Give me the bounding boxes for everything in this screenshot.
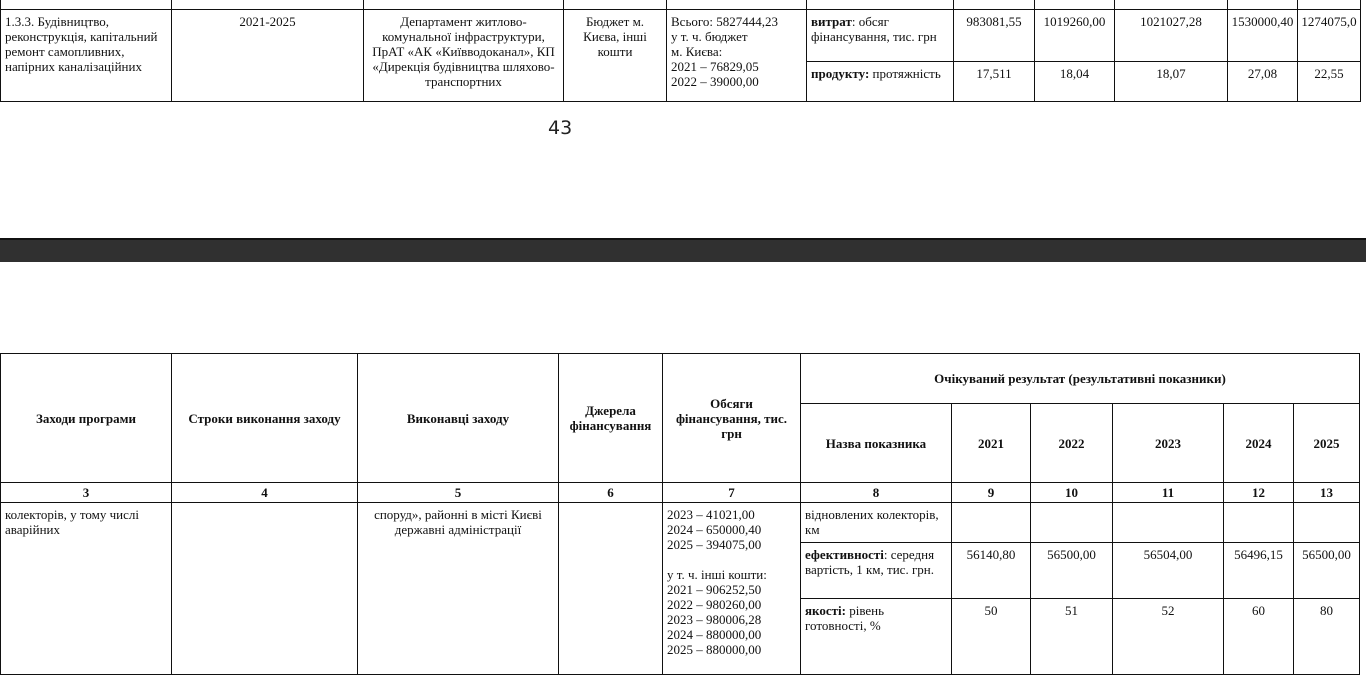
header-measures: Заходи програми bbox=[1, 354, 172, 483]
indicator-label: ефективності bbox=[805, 547, 884, 562]
value-2021: 56140,80 bbox=[952, 543, 1031, 599]
column-number: 12 bbox=[1224, 483, 1294, 503]
column-number: 9 bbox=[952, 483, 1031, 503]
column-number: 6 bbox=[559, 483, 663, 503]
value-2022: 1019260,00 bbox=[1035, 10, 1115, 62]
header-period: Строки виконання заходу bbox=[172, 354, 358, 483]
value-2025 bbox=[1294, 503, 1360, 543]
top-header-remnant-row bbox=[1, 0, 1361, 10]
value-2022: 51 bbox=[1031, 599, 1113, 675]
value-2023: 56504,00 bbox=[1113, 543, 1224, 599]
funding-cell: Всього: 5827444,23 у т. ч. бюджет м. Києва: 2021 – 76829,05 2022 – 39000,00 bbox=[667, 10, 807, 102]
column-number: 8 bbox=[801, 483, 952, 503]
header-year-2022: 2022 bbox=[1031, 404, 1113, 483]
executors-cell: споруд», районні в місті Києві державні адміністрації bbox=[358, 503, 559, 675]
column-number: 5 bbox=[358, 483, 559, 503]
indicator-cost bbox=[807, 10, 954, 62]
header-sources: Джерела фінансування bbox=[559, 354, 663, 483]
column-number: 7 bbox=[663, 483, 801, 503]
indicator-text: протяжність bbox=[869, 66, 941, 81]
header-year-2023: 2023 bbox=[1113, 404, 1224, 483]
column-number: 3 bbox=[1, 483, 172, 503]
column-number-row bbox=[1, 483, 1360, 503]
indicator-label: якості: bbox=[805, 603, 846, 618]
executors-cell: Департамент житлово-комунальної інфраструктури, ПрАТ «АК «Київводоканал», КП «Дирекція будівництва шляхово-транспортних bbox=[364, 10, 564, 102]
value-2021 bbox=[952, 503, 1031, 543]
value-2022: 56500,00 bbox=[1031, 543, 1113, 599]
header-expected-result: Очікуваний результат (результативні показники) bbox=[801, 354, 1360, 404]
measure-cell: 1.3.3. Будівництво, реконструкція, капітальний ремонт самопливних, напірних каналізаційних bbox=[1, 10, 172, 102]
value-2023: 18,07 bbox=[1115, 62, 1228, 102]
value-2021: 50 bbox=[952, 599, 1031, 675]
indicator-restored bbox=[801, 503, 952, 543]
value-2022: 18,04 bbox=[1035, 62, 1115, 102]
value-2023 bbox=[1113, 503, 1224, 543]
indicator-product bbox=[807, 62, 954, 102]
value-2023: 1021027,28 bbox=[1115, 10, 1228, 62]
column-number: 13 bbox=[1294, 483, 1360, 503]
header-indicator-name: Назва показника bbox=[801, 404, 952, 483]
value-2025: 22,55 bbox=[1298, 62, 1361, 102]
indicator-quality bbox=[801, 599, 952, 675]
indicator-text: рівень готовності, % bbox=[805, 603, 885, 633]
header-row-1 bbox=[1, 354, 1360, 404]
measure-cell: колекторів, у тому числі аварійних bbox=[1, 503, 172, 675]
value-2024: 27,08 bbox=[1228, 62, 1298, 102]
value-2024: 60 bbox=[1224, 599, 1294, 675]
value-2024: 56496,15 bbox=[1224, 543, 1294, 599]
top-program-table bbox=[0, 0, 1361, 102]
value-2024: 1530000,40 bbox=[1228, 10, 1298, 62]
value-2024 bbox=[1224, 503, 1294, 543]
program-table bbox=[0, 353, 1360, 675]
funding-cell: 2023 – 41021,00 2024 – 650000,40 2025 – 394075,00 у т. ч. інші кошти: 2021 – 906252,50 2022 – 980260,00 2023 – 980006,28 2024 – 880000,00 2025 – 880000,00 bbox=[663, 503, 801, 675]
column-number: 11 bbox=[1113, 483, 1224, 503]
value-2021: 17,511 bbox=[954, 62, 1035, 102]
page-divider bbox=[0, 238, 1366, 262]
column-number: 10 bbox=[1031, 483, 1113, 503]
header-year-2025: 2025 bbox=[1294, 404, 1360, 483]
indicator-label: продукту: bbox=[811, 66, 870, 81]
header-funding: Обсяги фінансування, тис. грн bbox=[663, 354, 801, 483]
column-number: 4 bbox=[172, 483, 358, 503]
value-2021: 983081,55 bbox=[954, 10, 1035, 62]
value-2023: 52 bbox=[1113, 599, 1224, 675]
top-row-1 bbox=[1, 10, 1361, 62]
sources-cell: Бюджет м. Києва, інші кошти bbox=[564, 10, 667, 102]
indicator-text: відновлених колекторів, км bbox=[805, 507, 939, 537]
indicator-text: : обсяг фінансування, тис. грн bbox=[811, 14, 937, 44]
indicator-label: витрат bbox=[811, 14, 852, 29]
period-cell: 2021-2025 bbox=[172, 10, 364, 102]
header-year-2021: 2021 bbox=[952, 404, 1031, 483]
value-2025: 80 bbox=[1294, 599, 1360, 675]
page-number: 43 bbox=[548, 117, 573, 139]
value-2025: 56500,00 bbox=[1294, 543, 1360, 599]
period-cell bbox=[172, 503, 358, 675]
indicator-text: : середня вартість, 1 км, тис. грн. bbox=[805, 547, 935, 577]
sources-cell bbox=[559, 503, 663, 675]
header-executors: Виконавці заходу bbox=[358, 354, 559, 483]
indicator-efficiency bbox=[801, 543, 952, 599]
header-year-2024: 2024 bbox=[1224, 404, 1294, 483]
data-row-1 bbox=[1, 503, 1360, 543]
value-2025: 1274075,0 bbox=[1298, 10, 1361, 62]
value-2022 bbox=[1031, 503, 1113, 543]
